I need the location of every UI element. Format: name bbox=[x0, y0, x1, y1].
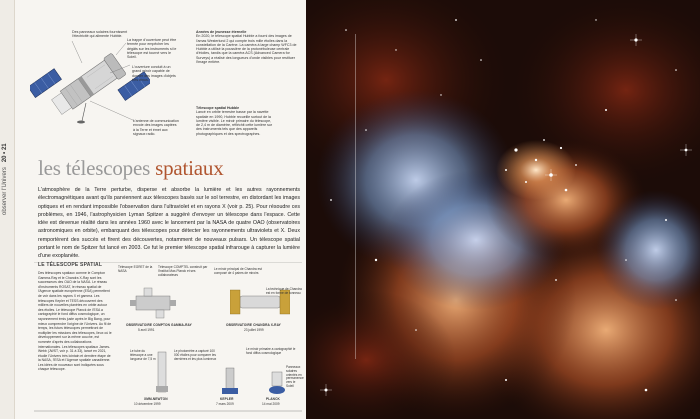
note-aperture-door: La trappe d'ouverture peut être fermée pour empêcher les dégâts sur les instruments si le télescope est tourné vers le Soleil. bbox=[127, 38, 177, 60]
planck-note: Le miroir primaire a cartographié le fond diffus cosmologique bbox=[246, 347, 296, 355]
note-hubble-title: Télescope spatial Hubble bbox=[196, 106, 240, 110]
box-title: LE TÉLESCOPE SPATIAL bbox=[38, 262, 103, 268]
compton-note2: Télescope COMPTEL construit par l'institut Max-Planck et ses collaborateurs bbox=[158, 265, 208, 277]
compton-note: Télescope EGRET de la NASA bbox=[118, 265, 153, 273]
note-solar-panels: Des panneaux solaires fournissent l'électricité qui alimente Hubble. bbox=[72, 30, 128, 39]
page-title bbox=[38, 156, 224, 181]
title-highlight: spatiaux bbox=[155, 156, 224, 180]
chandra-note2: La technique de Chandra est en forme de tonneau bbox=[266, 287, 302, 295]
chandra-note: Le miroir principal de Chandra est composé de 4 paires de miroirs bbox=[214, 267, 262, 275]
chandra-caption: OBSERVATOIRE CHANDRA X-RAY bbox=[226, 323, 281, 327]
compton-illustration bbox=[130, 282, 176, 322]
note-antenna: L'antenne de communication envoie des images captées à la Terre et émet aux signaux radio. bbox=[133, 119, 179, 136]
note-westerlund-text: En 2020, le télescope spatial Hubble a fourni des images de l'amas Westerlund 2 qui compte trois mille étoiles dans la constellation de la Carène. La caméra à large champ WFC3 de Hubble a utilisé la poussière de la protonébuleuse centrale d'étoiles, tandis que la caméra ACS (Advanced Camera for Surveys) a réalisé des longueurs d'onde visibles pour restituer l'image entière. bbox=[196, 34, 297, 65]
spine-label bbox=[2, 0, 8, 215]
note-aperture: L'ouverture conduit à un grand miroir capable de donner des images d'objets très ténus. bbox=[132, 65, 176, 82]
title-prefix: les télescopes bbox=[38, 156, 156, 180]
kepler-illustration bbox=[222, 366, 238, 396]
note-westerlund bbox=[196, 30, 300, 64]
note-hubble-text: Lancé en orbite terrestre basse par la navette spatiale en 1990, Hubble recueille surtout de la lumière visible. Le miroir primaire du télescope, de 2,4 m de diamètre, réfléchit cette lumière sur des instruments tels que des appareils photographiques et des spectrographes. bbox=[196, 110, 273, 136]
chandra-date: 23 juillet 1999 bbox=[244, 328, 264, 332]
planck-illustration bbox=[268, 370, 286, 396]
xmm-illustration bbox=[154, 350, 170, 396]
running-title: observer l'Univers bbox=[2, 167, 8, 215]
xmm-caption: XMM-NEWTON bbox=[144, 397, 168, 401]
westerlund-nebula-image bbox=[306, 0, 700, 419]
kepler-caption: KEPLER bbox=[220, 397, 234, 401]
xmm-date: 10 décembre 1999 bbox=[134, 402, 161, 406]
page-number: 20 • 21 bbox=[2, 143, 8, 163]
space-telescope-box bbox=[34, 262, 302, 412]
xmm-note: Le tube du télescope a une longueur de 7,5 m bbox=[130, 349, 156, 361]
kepler-date: 7 mars 2009 bbox=[216, 402, 234, 406]
planck-date: 14 mai 2009 bbox=[262, 402, 280, 406]
page-fold-line bbox=[355, 34, 356, 359]
compton-date: 5 avril 1991 bbox=[138, 328, 155, 332]
left-page bbox=[0, 0, 306, 419]
planck-caption: PLANCK bbox=[266, 397, 280, 401]
nebula-photograph bbox=[306, 0, 700, 419]
xmm-note2: Le photomètre a capturé 100 000 étoiles pour comparer les dernières et les plus lumineux bbox=[174, 349, 217, 361]
note-hubble bbox=[196, 106, 274, 136]
compton-caption: OBSERVATOIRE COMPTON GAMMA-RAY bbox=[126, 323, 192, 327]
note-westerlund-title: Années de jeunesse éternelle bbox=[196, 30, 247, 34]
planck-note2: Panneaux solaires orientés en permanence vers le Soleil bbox=[286, 365, 304, 388]
page-spine bbox=[0, 0, 15, 419]
box-text: Des télescopes spatiaux comme le Compton Gamma-Ray et le Chandra X-Ray sont les successeurs des OAO de la NASA. Le réseau d'instruments ROSAT, le réseau spatial de l'Agence spatiale européenne (ESA) permettent de voir dans les rayons X et gamma. Les télescopes Kepler et TESS découvrent des milliers de nouvelles planètes en orbite autour des étoiles. Le télescope Planck de l'ESA a cartographié le fond diffus cosmologique, un rayonnement émis juste après le Big Bang, pour mieux comprendre l'origine de l'Univers. Au fil de temps, les futurs télescopes permettront de multiplier les missions des télescopes, lieux où le développement sur la même couche, est nommée d'après des collaborations internationales. Les télescopes spatiaux James-Webb (JWST, voir p. 31 à 33), lancé en 2021, étudie l'Univers très lointain et dernière étape de la NASA, l'ESA et l'Agence spatiale canadienne. Les idées de nouveaux sont indiquées sous chaque télescope. bbox=[38, 271, 112, 372]
body-paragraph: L'atmosphère de la Terre perturbe, disperse et absorbe la lumière et les autres rayonnements électromagnétiques avant qu'ils parviennent aux télescopes basés sur le sol terrestre, en distordant les images optiques et en rendant impossible l'observation dans l'ultraviolet et en rayons X (voir p. 25). Pour résoudre ces problèmes, en 1946, l'astrophysicien Lyman Spitzer a suggéré d'envoyer un télescope dans l'espace. Cette idée est devenue réalité dans les années 1960 avec le lancement par la NASA de quatre OAO (observatoires astronomiques en orbite), embarquant des télescopes pour détecter les rayonnements ultraviolets et X. Deux remportèrent des succès et firent des découvertes, notamment de nouveaux pulsars. Un télescope spatial portant le nom de Spitzer fut lancé en 2003. Ce fut le premier télescope spatial infrarouge à capturer la lumière d'une exoplanète. bbox=[38, 187, 300, 260]
